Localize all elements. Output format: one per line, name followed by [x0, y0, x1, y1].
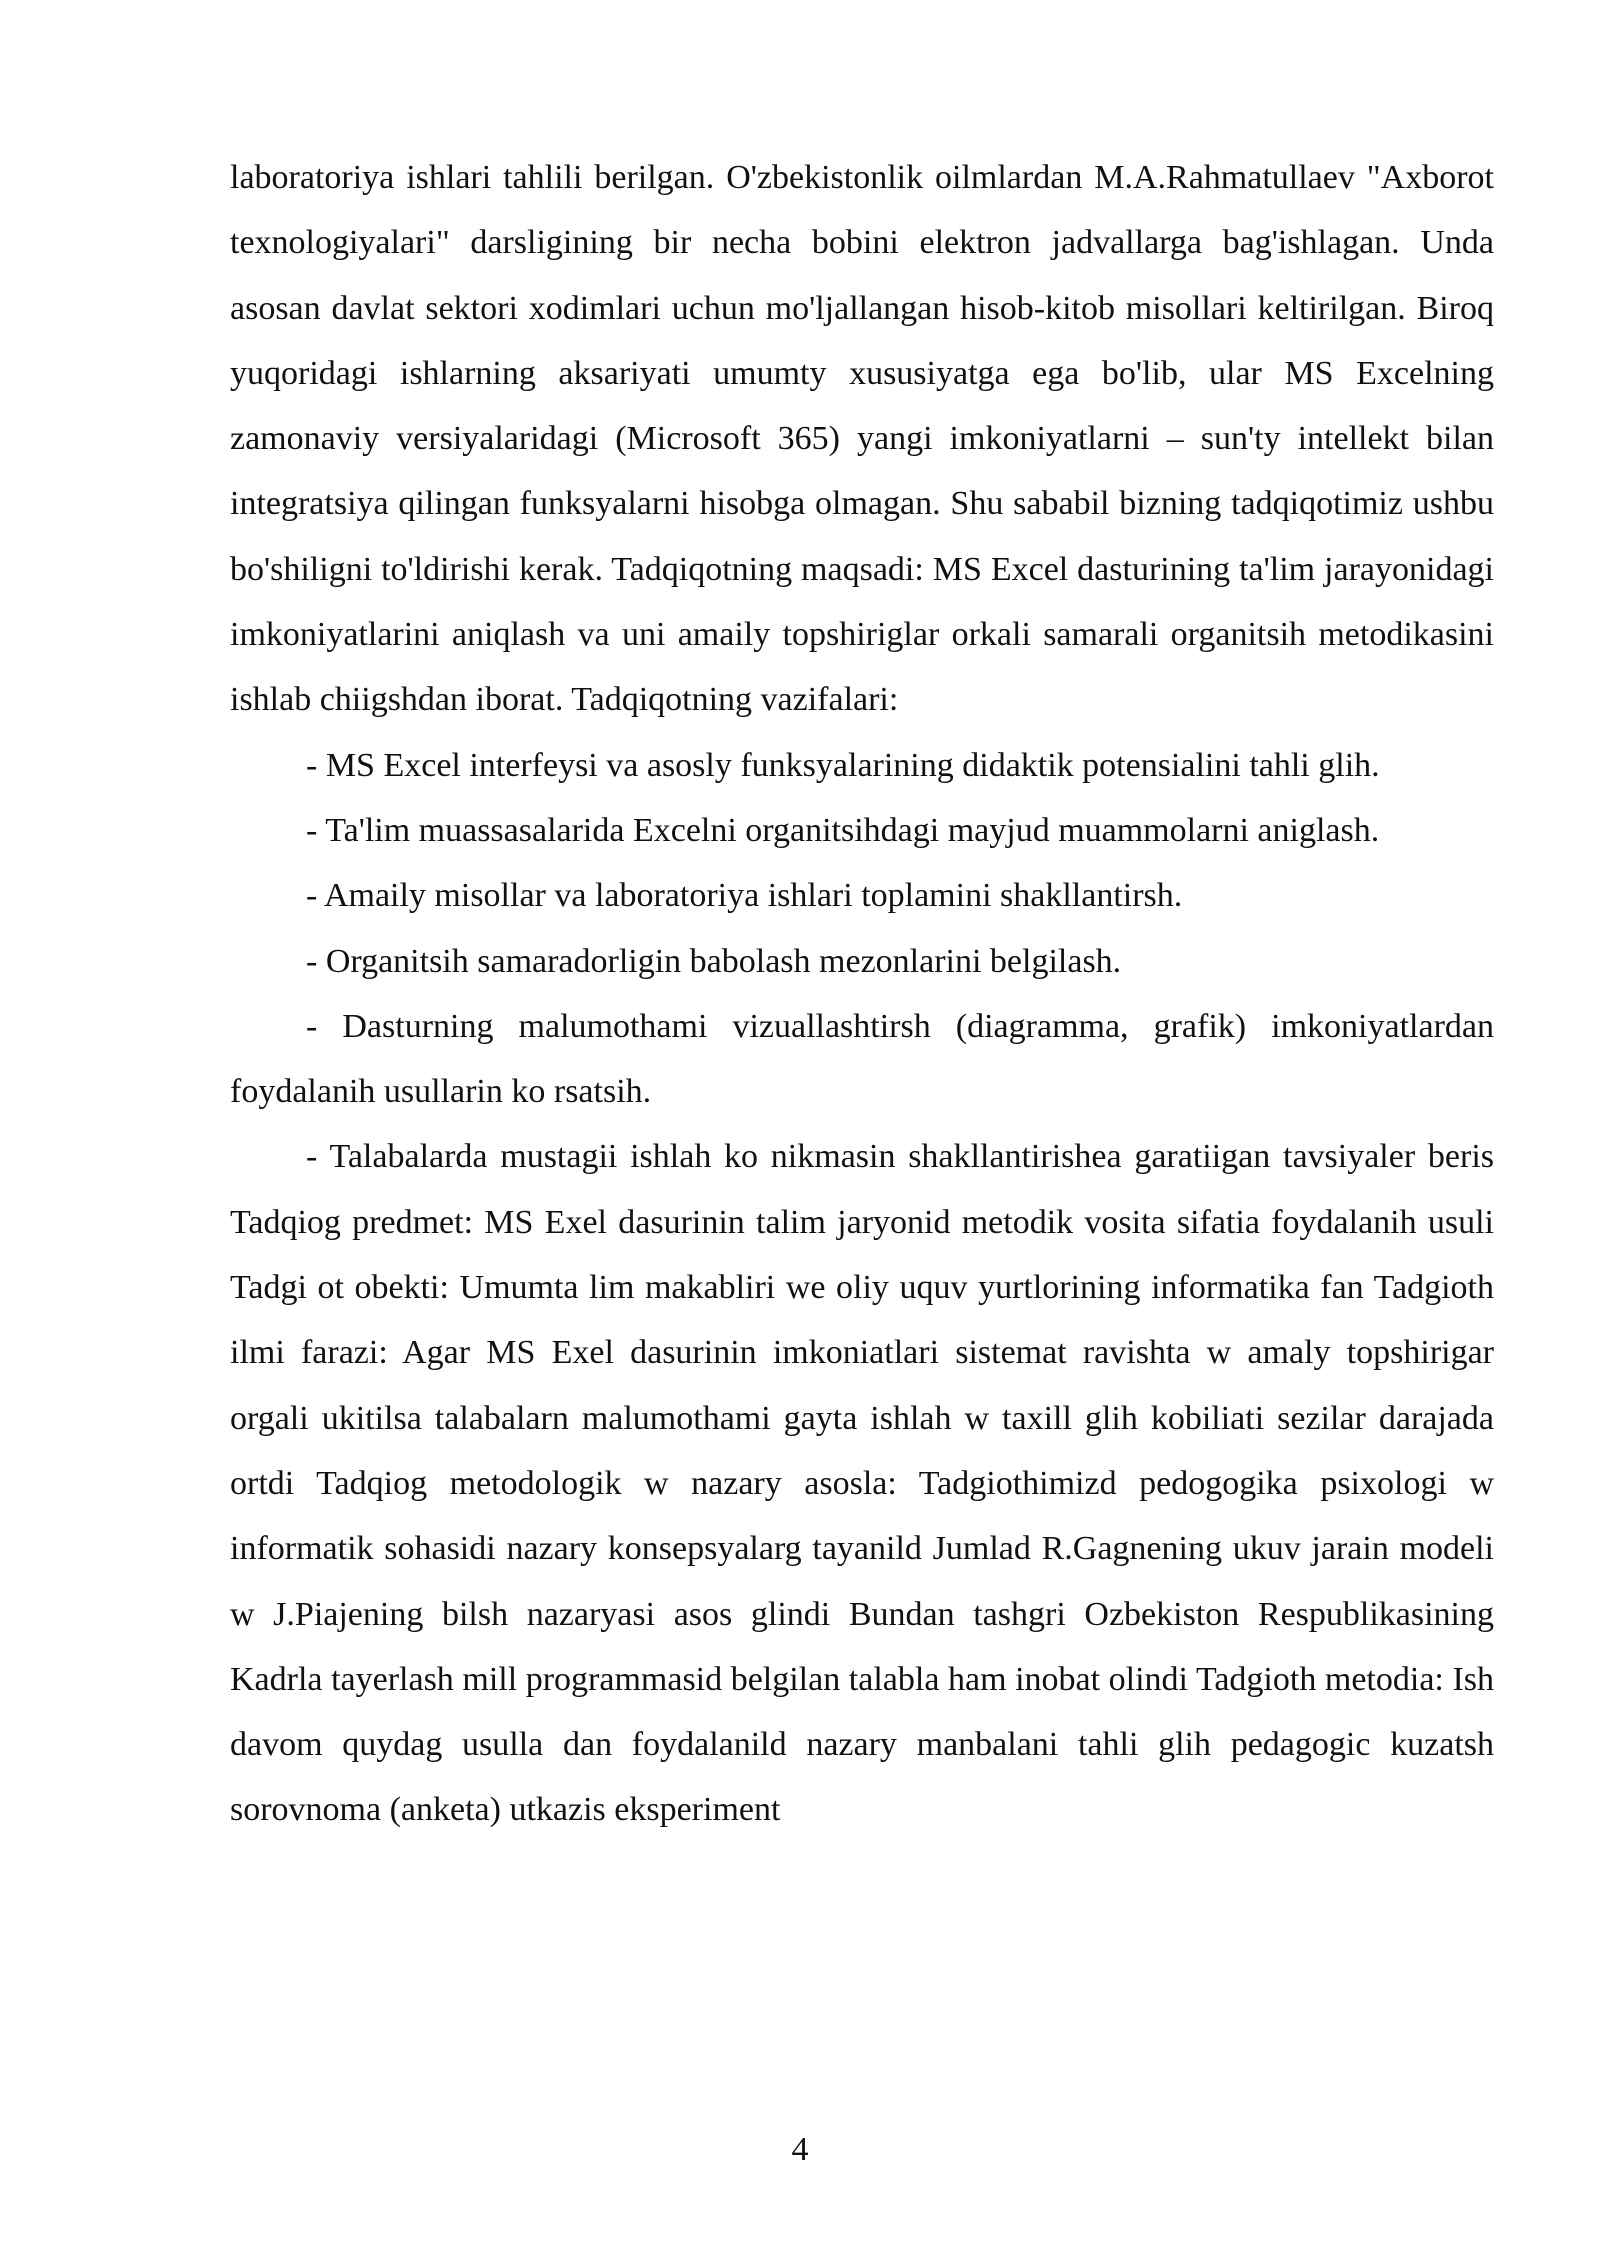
task-item-3: - Amaily misollar va laboratoriya ishlari toplamini shakllantirsh.	[306, 877, 1183, 915]
task-item-2: - Ta'lim muassasalarida Excelni organitsihdagi mayjud muammolarni aniglash.	[306, 811, 1380, 849]
task-item-1: - MS Excel interfeysi va asosly funksyalarining didaktik potensialini tahli glih.	[306, 746, 1380, 784]
page-number: 4	[791, 2131, 809, 2168]
task-item-5: - Dasturning malumothami vizuallashtirsh (diagramma, grafik) imkoniyatlardan foydalanih usullarin ko rsatsih.	[230, 1007, 1494, 1111]
body-text	[230, 145, 1494, 1843]
task-item-6: - Talabalarda mustagii ishlah ko nikmasin shakllantirishea garatiigan tavsiyaler beris Tadqiog predmet: MS Exel dasurinin talim jaryonid metodik vosita sifatia foydalanih usuli Tadgi ot obekti: Umumta lim makabliri we oliy uquv yurtlorining informatika fan Tadgioth ilmi farazi: Agar MS Exel dasurinin imkoniatlari sistemat ravishta w amaly topshirigar orgali ukitilsa talabalarn malumothami gayta ishlah w taxill glih kobiliati sezilar darajada ortdi Tadqiog metodologik w nazary asosla: Tadgiothimizd pedogogika psixologi w informatik sohasidi nazary konsepsyalarg tayanild Jumlad R.Gagnening ukuv jarain modeli w J.Piajening bilsh nazaryasi asos glindi Bundan tashgri Ozbekiston Respublikasining Kadrla tayerlash mill programmasid belgilan talabla ham inobat olindi Tadgioth metodia: Ish davom quydag usulla dan foydalanild nazary manbalani tahli glih pedagogic kuzatsh sorovnoma (anketa) utkazis eksperiment	[230, 1138, 1494, 1829]
task-item-4: - Organitsih samaradorligin babolash mezonlarini belgilash.	[306, 942, 1122, 980]
intro-paragraph: laboratoriya ishlari tahlili berilgan. O'zbekistonlik oilmlardan M.A.Rahmatullaev "Axborot texnologiyalari" darsligining bir necha bobini elektron jadvallarga bag'ishlagan. Unda asosan davlat sektori xodimlari uchun mo'ljallangan hisob-kitob misollari keltirilgan. Biroq yuqoridagi ishlarning aksariyati umumty xususiyatga ega bo'lib, ular MS Excelning zamonaviy versiyalaridagi (Microsoft 365) yangi imkoniyatlarni – sun'ty intellekt bilan integratsiya qilingan funksyalarni hisobga olmagan. Shu sababil bizning tadqiqotimiz ushbu bo'shiligni to'ldirishi kerak. Tadqiqotning maqsadi: MS Excel dasturining ta'lim jarayonidagi imkoniyatlarini aniqlash va uni amaily topshiriglar orkali samarali organitsih metodikasini ishlab chiigshdan iborat. Tadqiqotning vazifalari:	[230, 159, 1494, 719]
